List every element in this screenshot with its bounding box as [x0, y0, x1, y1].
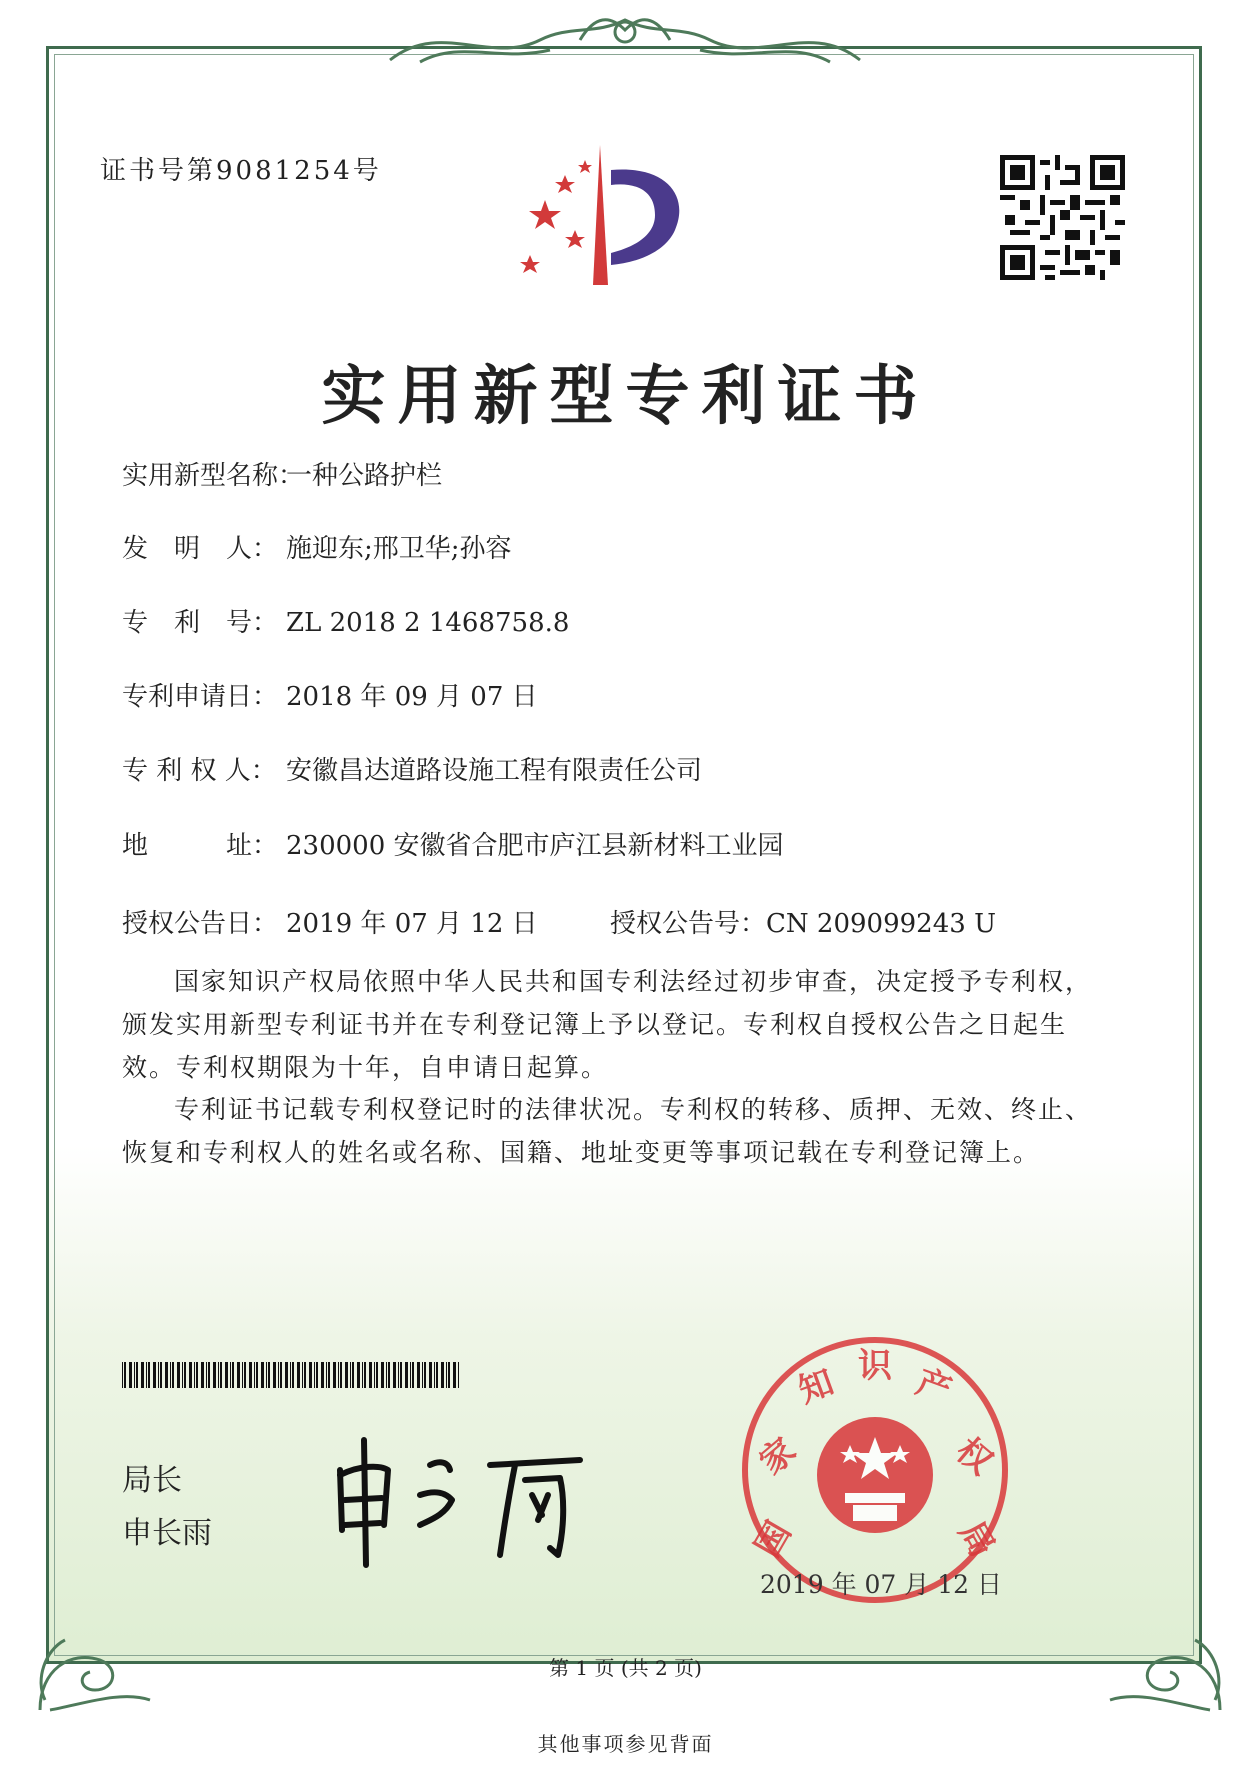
barcode [122, 1362, 462, 1388]
body-paragraph-1: 国家知识产权局依照中华人民共和国专利法经过初步审查，决定授予专利权，颁发实用新型专利证书并在专利登记簿上予以登记。专利权自授权公告之日起生效。专利权期限为十年，自申请日起算。 [122, 967, 1093, 1082]
footer-note: 其他事项参见背面 [537, 1732, 714, 1756]
address-value: 230000 安徽省合肥市庐江县新材料工业园 [286, 831, 784, 861]
patent-number-value: ZL 2018 2 1468758.8 [286, 608, 570, 638]
director-title: 局长 [122, 1463, 182, 1498]
field-patentee [122, 750, 702, 787]
patentee-label: 专 利 权 人： [122, 756, 277, 786]
address-label: 地 址： [122, 831, 279, 861]
svg-text:国: 国 [747, 1514, 800, 1565]
filing-date-value: 2018 年 09 月 07 日 [286, 682, 538, 712]
certificate-title: 实用新型专利证书 [321, 360, 930, 434]
grant-number-label: 授权公告号： [610, 909, 767, 939]
certificate-number: 证书号第9081254号 [100, 156, 382, 186]
qr-code [1000, 155, 1125, 280]
top-ornament [380, 10, 870, 72]
svg-text:知: 知 [793, 1362, 840, 1412]
patent-number-label: 专 利 号： [122, 608, 279, 638]
utility-model-name-label: 实用新型名称： [122, 461, 305, 491]
svg-text:产: 产 [910, 1362, 957, 1412]
svg-text:家: 家 [752, 1430, 804, 1483]
inventor-label: 发 明 人： [122, 534, 279, 564]
field-filing-date [122, 676, 538, 713]
field-address [122, 825, 784, 862]
grant-date-value: 2019 年 07 月 12 日 [286, 909, 538, 939]
svg-text:局: 局 [950, 1514, 1003, 1565]
page-number: 第 1 页 (共 2 页) [549, 1656, 702, 1680]
body-paragraph-2: 专利证书记载专利权登记时的法律状况。专利权的转移、质押、无效、终止、恢复和专利权人的姓名或名称、国籍、地址变更等事项记载在专利登记簿上。 [122, 1095, 1093, 1167]
svg-text:权: 权 [948, 1430, 1000, 1483]
inventor-value: 施迎东;邢卫华;孙容 [286, 534, 512, 564]
grant-number-value: CN 209099243 U [766, 909, 996, 939]
field-grant-number [610, 903, 996, 940]
director-name: 申长雨 [122, 1516, 212, 1551]
field-inventor [122, 528, 512, 565]
utility-model-name-value: 一种公路护栏 [286, 461, 443, 491]
field-utility-model-name [122, 455, 442, 492]
seal-date: 2019 年 07 月 12 日 [760, 1570, 1002, 1599]
field-grant-date [122, 903, 538, 940]
field-patent-number [122, 602, 569, 639]
cnipa-logo [515, 135, 720, 295]
director-signature [320, 1420, 620, 1570]
grant-date-label: 授权公告日： [122, 909, 279, 939]
filing-date-label: 专利申请日： [122, 682, 279, 712]
patentee-value: 安徽昌达道路设施工程有限责任公司 [286, 756, 703, 786]
svg-text:识: 识 [858, 1346, 892, 1386]
